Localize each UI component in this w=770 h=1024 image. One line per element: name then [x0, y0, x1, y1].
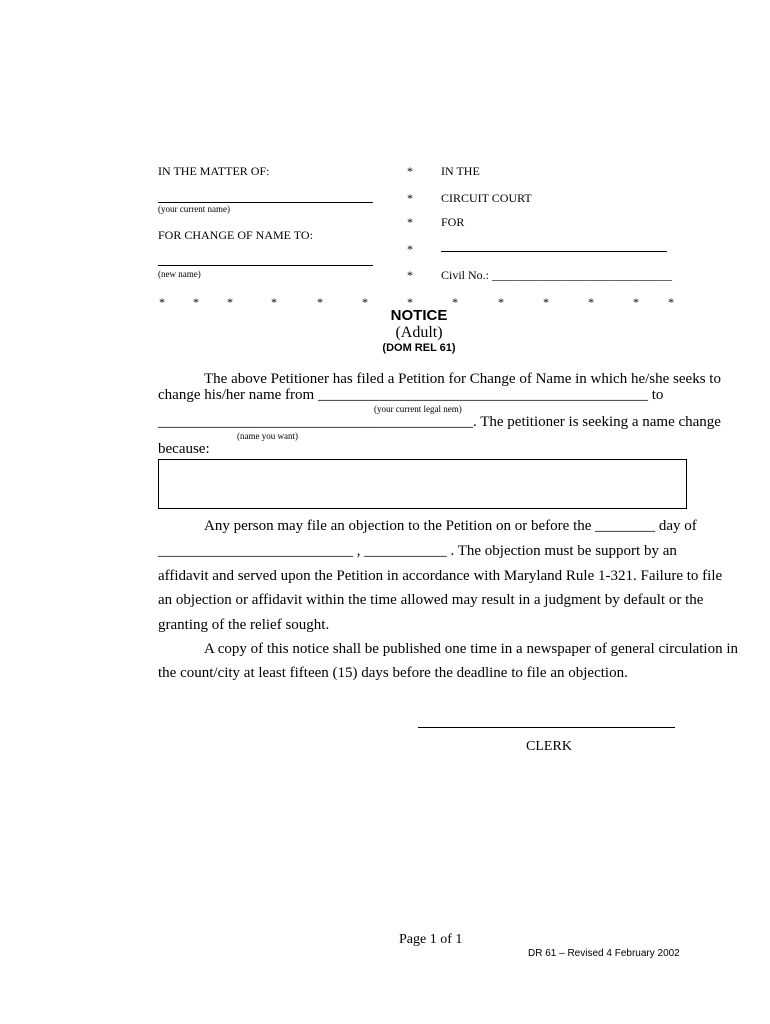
p1-line3: __________________________________________. The petitioner is seeking a name change	[158, 414, 721, 430]
civil-no-label: Civil No.: ______________________________	[441, 268, 673, 282]
because-label: because:	[158, 441, 210, 457]
wanted-name-hint: (name you want)	[237, 431, 298, 441]
divider-star: *	[588, 295, 594, 309]
for-label: FOR	[441, 215, 465, 229]
divider-star: *	[407, 295, 413, 309]
p3-line1: A copy of this notice shall be published one time in a newspaper of general circulation in	[204, 641, 739, 657]
current-name-line	[158, 202, 373, 203]
divider-star: *	[633, 295, 639, 309]
p2-line4: an objection or affidavit within the time allowed may result in a judgment by default or the	[158, 592, 704, 608]
p2-line1: Any person may file an objection to the Petition on or before the ________ day of	[204, 518, 697, 534]
reason-box[interactable]	[158, 459, 687, 509]
divider-star: *	[227, 295, 233, 309]
p2-line2: __________________________ , ___________ . The objection must be support by an	[158, 543, 677, 559]
p1-line1: The above Petitioner has filed a Petition for Change of Name in which he/she seeks to	[204, 371, 721, 387]
legal-name-hint: (your current legal nem)	[374, 404, 462, 414]
county-line	[441, 251, 667, 252]
adult-subtitle: (Adult)	[395, 324, 443, 341]
divider-star: *	[543, 295, 549, 309]
caption-star: *	[407, 191, 413, 205]
change-to-label: FOR CHANGE OF NAME TO:	[158, 228, 313, 242]
divider-star: *	[362, 295, 368, 309]
p1-line2: change his/her name from ____________________________________________ to	[158, 387, 664, 403]
caption-star: *	[407, 215, 413, 229]
divider-star: *	[159, 295, 165, 309]
divider-star: *	[498, 295, 504, 309]
divider-star: *	[452, 295, 458, 309]
notice-title: NOTICE	[390, 307, 448, 324]
clerk-signature-line	[418, 727, 675, 728]
in-the-label: IN THE	[441, 164, 480, 178]
current-name-hint: (your current name)	[158, 204, 230, 214]
form-code: (DOM REL 61)	[382, 342, 456, 354]
page-number: Page 1 of 1	[399, 932, 463, 947]
divider-star: *	[317, 295, 323, 309]
divider-star: *	[668, 295, 674, 309]
new-name-hint: (new name)	[158, 269, 201, 279]
divider-star: *	[193, 295, 199, 309]
p3-line2: the count/city at least fifteen (15) days before the deadline to file an objection.	[158, 665, 628, 681]
new-name-line	[158, 265, 373, 266]
circuit-court-label: CIRCUIT COURT	[441, 191, 532, 205]
caption-star: *	[407, 164, 413, 178]
divider-star: *	[271, 295, 277, 309]
clerk-label: CLERK	[526, 739, 572, 754]
matter-label: IN THE MATTER OF:	[158, 164, 270, 178]
p2-line5: granting of the relief sought.	[158, 617, 330, 633]
caption-star: *	[407, 268, 413, 282]
p2-line3: affidavit and served upon the Petition in accordance with Maryland Rule 1-321. Failure to file	[158, 568, 723, 584]
caption-star: *	[407, 242, 413, 256]
revision-note: DR 61 – Revised 4 February 2002	[528, 948, 680, 959]
